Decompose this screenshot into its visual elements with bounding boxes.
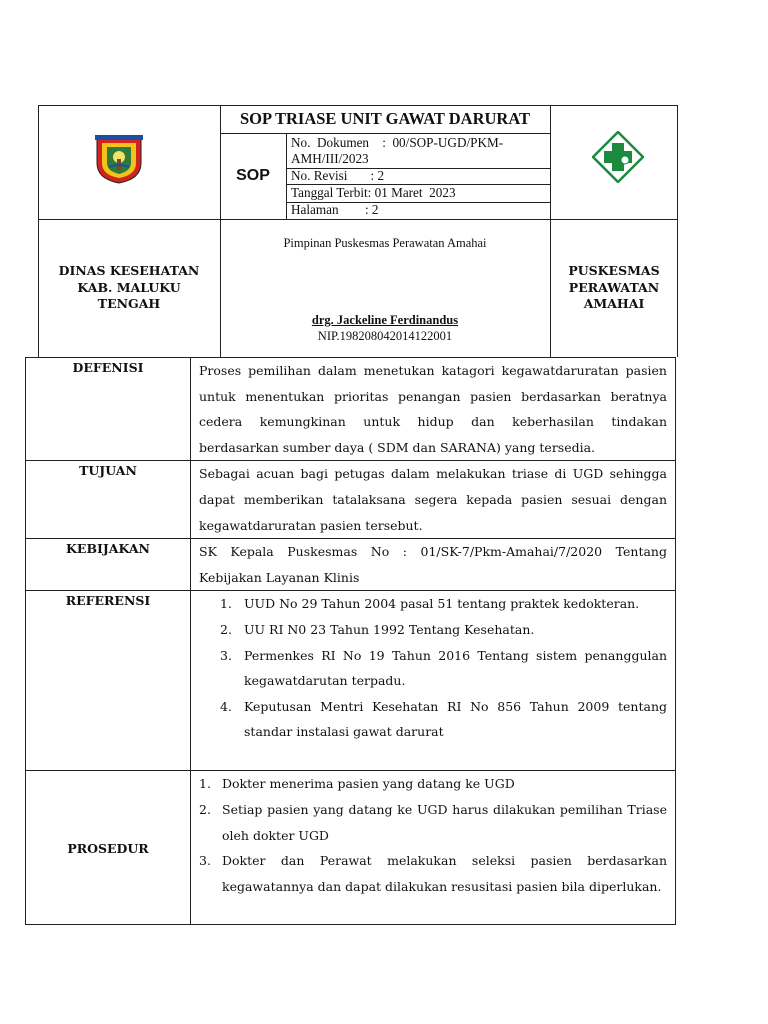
doc-number: No. Dokumen : 00/SOP-UGD/PKM- [291, 135, 504, 150]
list-item: UUD No 29 Tahun 2004 pasal 51 tentang praktek kedokteran. [244, 596, 640, 612]
label-kebijakan: KEBIJAKAN [26, 539, 191, 591]
value-prosedur [191, 771, 676, 925]
doc-number-cont: AMH/III/2023 [291, 151, 369, 166]
left-org-line: KAB. MALUKU [77, 279, 181, 295]
page-number: Halaman : 2 [291, 202, 379, 217]
value-referensi [191, 591, 676, 771]
right-org-line: PUSKESMAS [568, 263, 660, 278]
approver-name: drg. Jackeline Ferdinandus [311, 313, 459, 327]
defenisi-text: Proses pemilihan dalam menetukan katagori kegawatdaruratan pasien untuk menentukan prioritas penangan pasien berdasarkan beratnya cedera kemungkinan untuk hidup dan keberhasilan tindakan berdasarkan sumber daya ( SDM dan SARANA) yang tersedia. [199, 363, 667, 455]
label-prosedur: PROSEDUR [26, 771, 191, 925]
referensi-list [199, 591, 667, 745]
sop-title: SOP TRIASE UNIT GAWAT DARURAT [239, 109, 531, 128]
prosedur-list [199, 771, 667, 899]
value-defenisi [191, 358, 676, 461]
approval-block [220, 219, 550, 357]
header-border-right [677, 105, 678, 357]
approver-nip: NIP.198208042014122001 [317, 329, 453, 343]
label-tujuan: TUJUAN [26, 461, 191, 539]
right-org-line: AMAHAI [583, 296, 645, 311]
list-item: Setiap pasien yang datang ke UGD harus dilakukan pemilihan Triase oleh dokter UGD [222, 801, 667, 843]
row-tujuan [26, 461, 676, 539]
list-item: Dokter dan Perawat melakukan seleksi pasien berdasarkan kegawatannya dan dapat dilakukan resusitasi pasien bila diperlukan. [222, 853, 667, 894]
row-kebijakan [26, 539, 676, 591]
list-item: Permenkes RI No 19 Tahun 2016 Tentang sistem penanggulan kegawatdarutan terpadu. [244, 647, 667, 689]
value-kebijakan [191, 539, 676, 591]
header-border-left [38, 105, 39, 357]
list-item: Keputusan Mentri Kesehatan RI No 856 Tahun 2009 tentang standar instalasi gawat darurat [244, 698, 667, 740]
row-defenisi [26, 358, 676, 461]
list-item: UU RI N0 23 Tahun 1992 Tentang Kesehatan. [244, 621, 535, 637]
label-defenisi: DEFENISI [26, 358, 191, 461]
row-prosedur [26, 771, 676, 925]
sop-label: SOP [236, 167, 270, 184]
left-org-name [38, 263, 220, 313]
list-item: Dokter menerima pasien yang datang ke UGD [222, 776, 515, 792]
label-referensi: REFERENSI [26, 591, 191, 771]
sop-header [38, 105, 678, 357]
tujuan-text: Sebagai acuan bagi petugas dalam melakukan triase di UGD sehingga dapat memberikan tatalaksana segera kepada pasien sesuai dengan kegawatdaruratan pasien tersebut. [199, 466, 667, 533]
row-referensi [26, 591, 676, 771]
left-org-line: TENGAH [97, 296, 161, 311]
puskesmas-cross-icon [592, 131, 644, 183]
value-tujuan [191, 461, 676, 539]
right-org-name [550, 263, 678, 313]
issue-date: Tanggal Terbit: 01 Maret 2023 [291, 185, 456, 200]
right-org-line: PERAWATAN [568, 279, 660, 295]
approver-title: Pimpinan Puskesmas Perawatan Amahai [283, 236, 487, 250]
district-emblem-icon [93, 133, 145, 185]
left-org-line: DINAS KESEHATAN [58, 263, 200, 278]
sop-content-table [25, 357, 676, 925]
revision-number: No. Revisi : 2 [291, 168, 385, 183]
kebijakan-text: SK Kepala Puskesmas No : 01/SK-7/Pkm-Amahai/7/2020 Tentang Kebijakan Layanan Klinis [199, 544, 667, 585]
